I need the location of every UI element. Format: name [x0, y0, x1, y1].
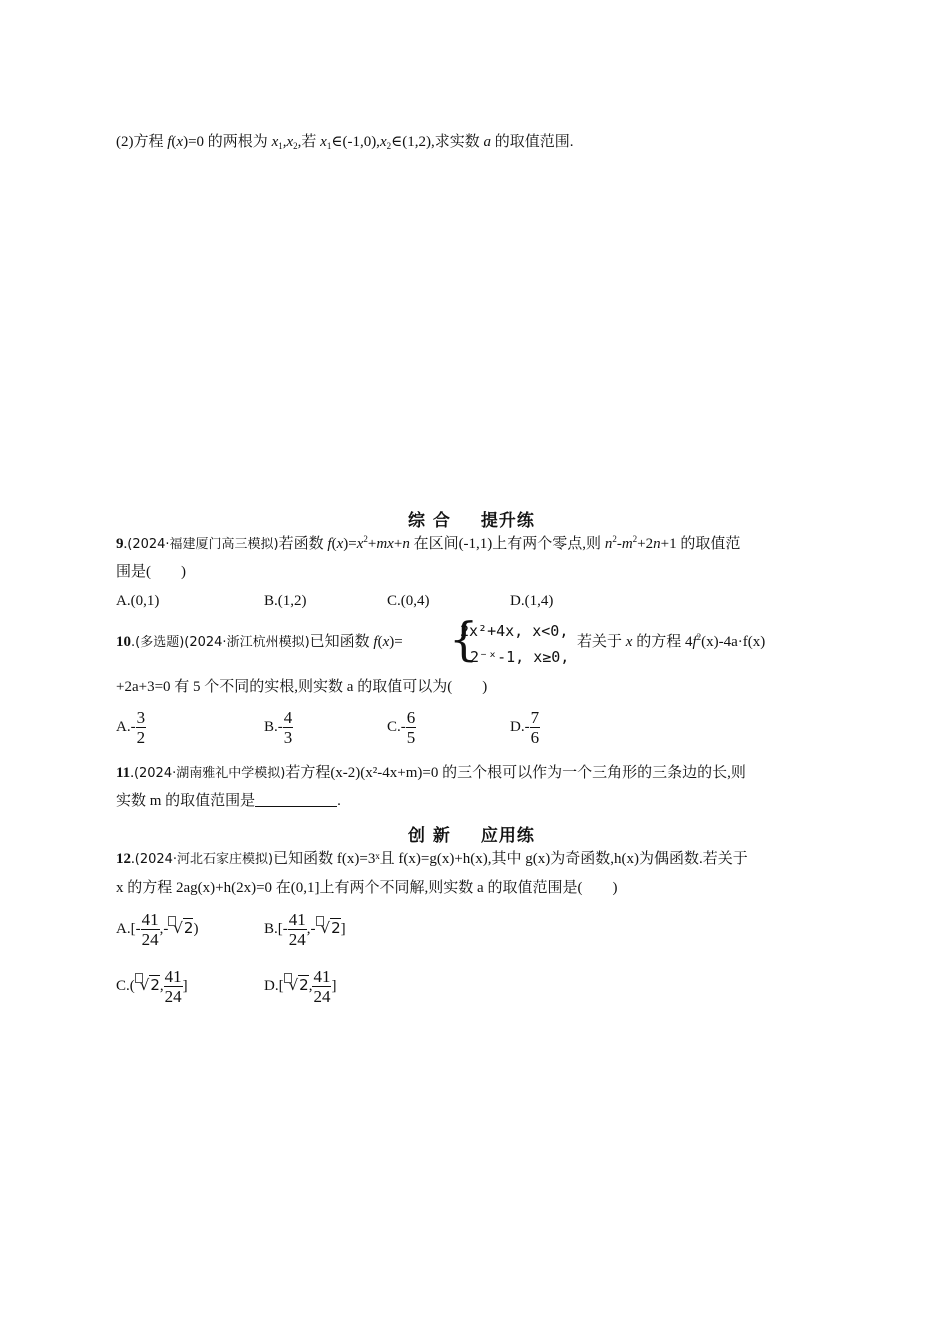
q12-option-d-num: 41 — [313, 967, 331, 986]
q10-x: x — [382, 634, 390, 650]
q12-option-b-close: ] — [340, 920, 346, 937]
q9-text1: 若函数 — [278, 536, 328, 552]
q10-option-d-label: D.- — [510, 718, 530, 735]
q9-tail: +1 的取值范 — [660, 536, 741, 552]
q10-eq: )= — [389, 634, 403, 650]
q10-option-a-label: A.- — [116, 718, 136, 735]
q10-source: (2024·浙江杭州模拟) — [184, 635, 310, 650]
q12-option-b-radical: √2 — [316, 919, 341, 937]
q10-option-d-den: 6 — [530, 728, 540, 747]
section1-title-a: 综 合 — [408, 511, 451, 531]
q8-s1b: 1 — [326, 141, 332, 151]
q9-n2: n — [604, 536, 613, 552]
q9-mx: mx — [376, 536, 394, 552]
q10-number: 10 — [116, 634, 131, 650]
q9-plus1: + — [367, 536, 377, 552]
q9-body3: 在区间(-1,1)上有两个零点,则 — [409, 536, 605, 552]
q12-option-d-radical: √2 — [284, 976, 309, 994]
q12-option-d-label: D.[ — [264, 977, 284, 994]
q12-option-c-mid: , — [159, 977, 164, 994]
q12-option-c-label: C.( — [116, 977, 135, 994]
q11-line2 — [116, 791, 341, 811]
q12-text1: 已知函数 f(x)=3ˣ且 f(x)=g(x)+h(x),其中 g(x)为奇函数,h(x)为偶函数.若关于 — [273, 851, 748, 867]
q10-after3: (x)-4a·f(x) — [701, 634, 766, 650]
q10-after2: 的方程 4 — [632, 634, 693, 650]
q8-s1: 1 — [278, 141, 283, 151]
q12-option-c-num: 41 — [164, 967, 182, 986]
q10-piecewise-brace: { — [449, 612, 479, 666]
q10-after: 若关于 — [577, 634, 626, 650]
section-heading-innovation — [408, 821, 535, 846]
q9-line1: 9.(2024·福建厦门高三模拟)若函数 $f(x)=x^2+mx+n$ 在区间(-1,1)上有两个零点,则 $n^2-m^2+2n+1$ 的取值范 — [116, 534, 741, 552]
q9-n3: n — [653, 536, 661, 552]
q9-minus: - — [616, 536, 622, 552]
q12-option-b-den: 24 — [288, 930, 306, 949]
q8-a: a — [483, 134, 491, 150]
q12-option-a-mid: ,- — [159, 920, 169, 937]
q12-option-b-label: B.[- — [264, 920, 288, 937]
q8-in2: ∈(1,2),求实数 — [391, 134, 484, 150]
q10-option-d-num: 7 — [530, 708, 540, 727]
q10-option-c-den: 5 — [406, 728, 416, 747]
q8-part2-line: (2)方程 f(x)=0 的两根为 $x_1,x_2$,若 $x_1\in(-1,0),x_2\in(1,2)$,求实数 a 的取值范围. — [116, 134, 574, 151]
q10-tag: .(多选题) — [131, 635, 185, 650]
q11-line2a: 实数 m 的取值范围是 — [116, 793, 256, 809]
q9-m2: m — [621, 536, 633, 552]
q9-eq: )= — [343, 536, 357, 552]
q12-option-c-den: 24 — [164, 987, 182, 1006]
q9-n: n — [402, 536, 410, 552]
q8-tail: 的取值范围. — [490, 134, 574, 150]
q8-mid1: ,若 — [297, 134, 321, 150]
section2-title-b: 应用练 — [480, 826, 535, 846]
q8-eq0: )=0 的两根为 — [183, 134, 272, 150]
q9-option-d: D.(1,4) — [510, 593, 554, 609]
q12-option-b-rad: 2 — [331, 918, 341, 937]
q12-option-a-rad: 2 — [183, 918, 194, 937]
q10-option-b-label: B.- — [264, 718, 283, 735]
q12-option-c-rad: 2 — [150, 975, 160, 994]
q10-option-c-label: C.- — [387, 718, 406, 735]
q10-sq: 2 — [696, 632, 702, 642]
q8-prefix: (2)方程 — [116, 134, 168, 150]
q10-option-a-den: 2 — [136, 728, 146, 747]
q8-f: f — [167, 134, 172, 150]
q12-option-d-den: 24 — [313, 987, 331, 1006]
q10-case2: 2⁻ˣ-1, x≥0, — [470, 648, 570, 666]
q10-option-d — [510, 708, 540, 747]
q9-option-b: B.(1,2) — [264, 593, 307, 609]
q9-option-a: A.(0,1) — [116, 593, 160, 609]
q10-option-b — [264, 708, 293, 747]
q10-text1: 已知函数 — [309, 634, 374, 650]
q12-option-d-rad: 2 — [299, 975, 309, 994]
q9-option-c: C.(0,4) — [387, 593, 430, 609]
q12-option-a-den: 24 — [141, 930, 159, 949]
section-heading-comprehensive — [408, 506, 535, 531]
q12-option-a-close: ) — [193, 920, 199, 937]
q11-source: (2024·湖南雅礼中学模拟) — [133, 766, 286, 781]
q9-plus2n: +2 — [637, 536, 654, 552]
q12-number: 12 — [116, 851, 131, 867]
q10-line2: +2a+3=0 有 5 个不同的实根,则实数 a 的取值可以为( ) — [116, 679, 488, 695]
section1-title-b: 提升练 — [480, 511, 535, 531]
q8-in1: ∈(-1,0), — [331, 134, 380, 150]
q12-option-a — [116, 910, 198, 949]
q10-f2: f — [692, 634, 697, 650]
q12-option-c — [116, 967, 188, 1006]
q11-line1: 11.(2024·湖南雅礼中学模拟)若方程(x-2)(x²-4x+m)=0 的三个根可以作为一个三角形的三条边的长,则 — [116, 765, 746, 781]
q8-s2b: 2 — [386, 141, 392, 151]
q10-option-c — [387, 708, 416, 747]
q8-x: x — [176, 134, 184, 150]
section2-title-a: 创 新 — [408, 826, 451, 846]
q12-option-d-close: ] — [331, 977, 337, 994]
q12-option-c-close: ] — [182, 977, 188, 994]
q10-xv: x — [625, 634, 633, 650]
q12-option-a-radical: √2 — [168, 919, 193, 937]
q9-source: (2024·福建厦门高三模拟) — [127, 537, 279, 552]
q10-line1-tail — [577, 632, 765, 652]
q10-option-b-num: 4 — [283, 708, 293, 727]
q12-option-b-num: 41 — [288, 910, 306, 929]
q10-option-b-den: 3 — [283, 728, 293, 747]
q10-option-c-num: 6 — [406, 708, 416, 727]
q12-line1: 12.(2024·河北石家庄模拟)已知函数 f(x)=3ˣ且 f(x)=g(x)+h(x),其中 g(x)为奇函数,h(x)为偶函数.若关于 — [116, 851, 748, 867]
q9-plus2: + — [393, 536, 403, 552]
q8-x1b: x — [320, 134, 327, 150]
q12-option-b — [264, 910, 346, 949]
q12-source: (2024·河北石家庄模拟) — [134, 852, 274, 867]
q12-option-d-mid: , — [308, 977, 313, 994]
q12-line2: x 的方程 2ag(x)+h(2x)=0 在(0,1]上有两个不同解,则实数 a 的取值范围是( ) — [116, 880, 618, 896]
q11-text1: 若方程(x-2)(x²-4x+m)=0 的三个根可以作为一个三角形的三条边的长,则 — [285, 765, 746, 781]
q12-option-b-mid: ,- — [306, 920, 316, 937]
q10-option-a-num: 3 — [136, 708, 146, 727]
q9-f: f — [327, 536, 332, 552]
q12-option-d — [264, 967, 336, 1006]
q9-line2: 围是( ) — [116, 564, 186, 580]
q11-number: 11 — [116, 765, 131, 781]
q10-option-a — [116, 708, 146, 747]
q10-case1: 2x²+4x, x<0, — [460, 622, 569, 640]
q10-f: f — [373, 634, 378, 650]
q12-option-a-label: A.[- — [116, 920, 141, 937]
q8-s2: 2 — [293, 141, 298, 151]
q11-line2b: . — [337, 793, 341, 809]
q12-option-a-num: 41 — [141, 910, 159, 929]
q9-number: 9 — [116, 536, 124, 552]
q9-x: x — [336, 536, 344, 552]
q8-x2: x — [286, 134, 294, 150]
q10-line1: 10.(多选题)(2024·浙江杭州模拟)已知函数 f(x)= — [116, 634, 403, 650]
q8-x2b: x — [379, 134, 387, 150]
q8-x1: x — [271, 134, 279, 150]
q11-answer-blank[interactable] — [255, 791, 337, 807]
q12-option-c-radical: √2 — [135, 976, 160, 994]
